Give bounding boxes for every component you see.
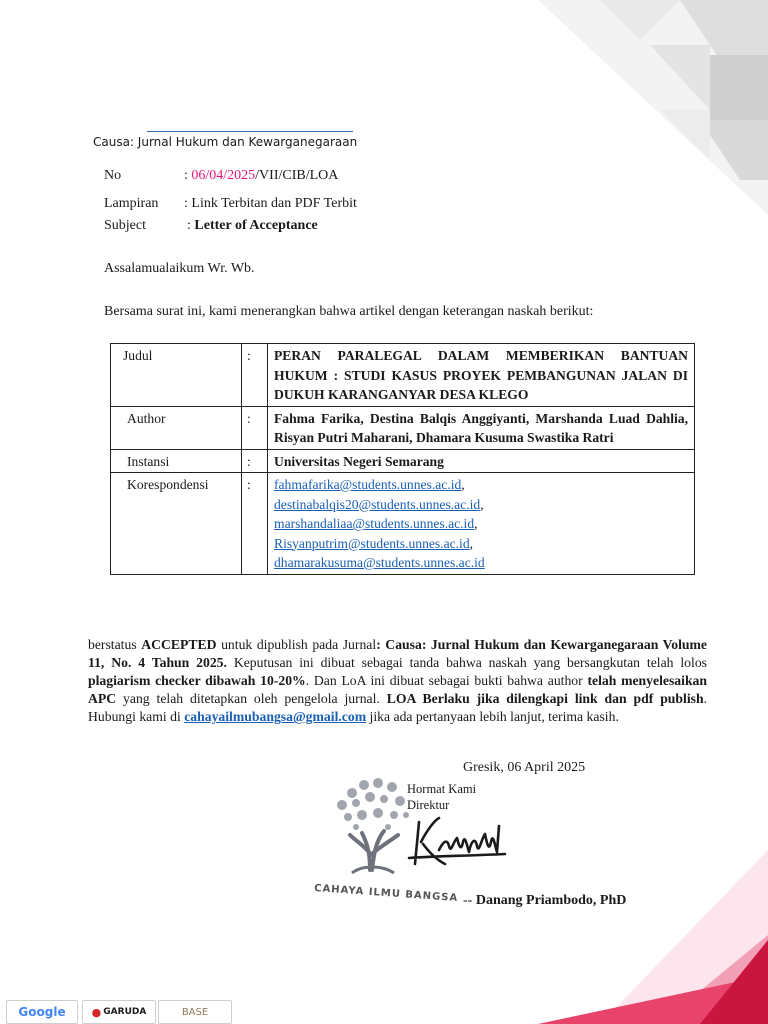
email-link[interactable]: fahmafarika@students.unnes.ac.id bbox=[274, 477, 462, 492]
article-info-table bbox=[110, 343, 695, 575]
subject-row bbox=[104, 218, 604, 238]
garuda-logo: ● GARUDA bbox=[82, 1000, 156, 1024]
email-list bbox=[268, 473, 695, 575]
colon: : bbox=[242, 449, 268, 473]
subject-value: : Letter of Acceptance bbox=[187, 218, 318, 233]
lampiran-label: Lampiran bbox=[104, 196, 159, 211]
no-label: No bbox=[104, 168, 122, 183]
judul-value: PERAN PARALEGAL DALAM MEMBERIKAN BANTUAN HUKUM : STUDI KASUS PROYEK PEMBANGUNAN JALAN DI DUKUH KARANGANYAR DESA KLEGO bbox=[268, 344, 695, 407]
journal-header: Causa: Jurnal Hukum dan Kewarganegaraan bbox=[93, 135, 358, 149]
colon: : bbox=[242, 473, 268, 575]
hormat-kami bbox=[407, 781, 476, 813]
acceptance-paragraph: berstatus ACCEPTED untuk dipublish pada Jurnal: Causa: Jurnal Hukum dan Kewarganegaraan Volume 11, No. 4 Tahun 2025. Keputusan ini dibuat sebagai tanda bahwa naskah yang bersangkutan telah lolos plagiarism checker dibawah 10-20%. Dan LoA ini dibuat sebagai bukti bahwa author telah menyelesaikan APC yang telah ditetapkan oleh pengelola jurnal. LOA Berlaku jika dilengkapi link dan pdf publish. Hubungi kami di cahayailmubangsa@gmail.com jika ada pertanyaan lebih lanjut, terima kasih. bbox=[88, 637, 708, 725]
author-value: Fahma Farika, Destina Balqis Anggiyanti, Marshanda Luad Dahlia, Risyan Putri Maharani, Dhamara Kusuma Swastika Ratri bbox=[268, 406, 695, 449]
base-logo: BASE bbox=[158, 1000, 232, 1024]
email-link[interactable]: marshandaliaa@students.unnes.ac.id bbox=[274, 516, 475, 531]
garuda-icon: ● bbox=[91, 1005, 102, 1019]
google-scholar-logo: Google bbox=[6, 1000, 78, 1024]
email-link[interactable]: destinabalqis20@students.unnes.ac.id bbox=[274, 496, 481, 512]
signature-scribble bbox=[405, 812, 515, 872]
direktur-text: Direktur bbox=[407, 798, 450, 812]
place-date: Gresik, 06 April 2025 bbox=[463, 760, 586, 775]
lampiran-row bbox=[104, 196, 604, 216]
table-row-judul bbox=[111, 344, 695, 407]
email-item[interactable]: destinabalqis20@students.unnes.ac.id, bbox=[274, 496, 484, 512]
email-item[interactable]: fahmafarika@students.unnes.ac.id, bbox=[274, 477, 465, 492]
table-row-author bbox=[111, 406, 695, 449]
contact-email-link[interactable]: cahayailmubangsa@gmail.com bbox=[184, 709, 367, 725]
instansi-value: Universitas Negeri Semarang bbox=[268, 449, 695, 473]
email-item[interactable]: Risyanputrim@students.unnes.ac.id, bbox=[274, 535, 474, 551]
colon: : bbox=[242, 344, 268, 407]
seal-text: CAHAYA ILMU BANGSA bbox=[313, 882, 459, 905]
table-row-korespondensi bbox=[111, 473, 695, 575]
subject-label: Subject bbox=[104, 218, 146, 233]
no-value: : 06/04/2025/VII/CIB/LOA bbox=[184, 168, 339, 183]
email-link[interactable]: Risyanputrim@students.unnes.ac.id bbox=[274, 535, 470, 551]
table-row-instansi bbox=[111, 449, 695, 473]
director-name: -- Danang Priambodo, PhD bbox=[463, 893, 627, 908]
hormat-text: Hormat Kami bbox=[407, 782, 477, 796]
no-row bbox=[104, 168, 604, 188]
instansi-label: Instansi bbox=[111, 449, 242, 473]
lampiran-value: : Link Terbitan dan PDF Terbit bbox=[184, 196, 357, 211]
author-label: Author bbox=[111, 406, 242, 449]
colon: : bbox=[242, 406, 268, 449]
korespondensi-label: Korespondensi bbox=[111, 473, 242, 575]
email-link[interactable]: dhamarakusuma@students.unnes.ac.id bbox=[274, 555, 485, 570]
intro-text: Bersama surat ini, kami menerangkan bahwa artikel dengan keterangan naskah berikut: bbox=[104, 304, 594, 319]
no-date: 06/04/2025 bbox=[191, 168, 256, 183]
judul-label: Judul bbox=[111, 344, 242, 407]
email-item[interactable]: marshandaliaa@students.unnes.ac.id, bbox=[274, 516, 478, 531]
header-underline bbox=[147, 131, 353, 132]
greeting: Assalamualaikum Wr. Wb. bbox=[104, 261, 255, 276]
